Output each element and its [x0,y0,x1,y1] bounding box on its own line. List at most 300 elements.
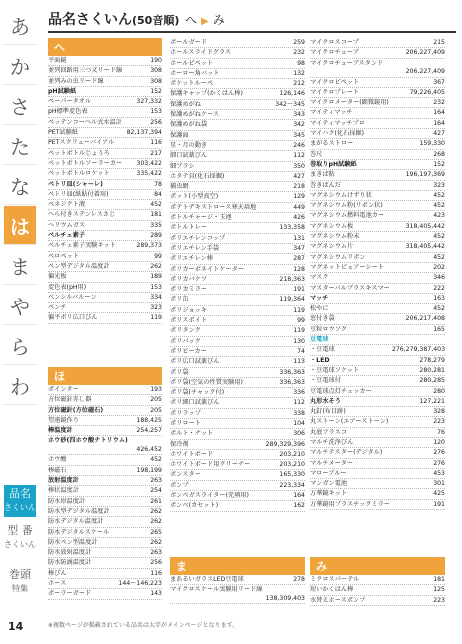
entry-label: マイクロチューブ [310,49,359,57]
entry-page: 347 [293,244,305,252]
entry-page: 144～146,223 [118,580,162,588]
entry-label: 水替えホースポンプ [310,596,366,604]
index-entry [310,59,445,78]
index-entry [48,180,162,190]
entry-label: マローブルー [310,469,347,477]
index-entry [310,417,445,427]
index-entry [48,416,162,426]
index-entry [170,172,305,182]
index-entry [310,397,445,407]
index-entry [48,128,162,138]
entry-label: 並列みの虫リード線 [48,77,104,85]
entry-label: マルチメーター [310,459,354,467]
page-title [48,9,179,29]
entry-page: 98 [297,59,305,67]
entry-page: 449 [293,203,305,211]
entry-label: ポリビーカー [170,347,207,355]
entry-label: ポリタンク [170,327,201,335]
entry-page: 112 [293,399,305,407]
entry-page: 452 [150,456,162,464]
index-entry [48,455,162,465]
index-entry [310,129,445,139]
index-entry [48,118,162,128]
entry-label: ペットボトルソーラーカー [48,159,123,167]
entry-label: 防水デジタルスケール [48,528,110,536]
index-entry [170,162,305,172]
entry-page: 289,373 [136,242,162,250]
kana-tab-9[interactable]: わ [4,366,36,405]
index-entry [48,436,162,455]
index-entry [170,234,305,244]
entry-label: 偏平ボリ広口びん [48,314,98,322]
entry-label: ポリ袋(チャック付) [170,389,225,397]
entry-label: 望遠鏡作り [48,416,79,424]
entry-page: 223 [433,596,445,604]
entry-label: 防水デジタル温度計 [48,518,104,526]
entry-page: 276,279,387,403 [391,346,445,354]
entry-label: 保護面 [170,131,189,139]
entry-label: ペン型デジタル温度計 [48,262,110,270]
index-entry [170,378,305,388]
entry-label: マイクロメーター(顕微鏡用) [310,99,389,107]
entry-label: ポリ缶 [170,296,189,304]
index-entry [48,97,162,107]
entry-label: 捕虫網 [170,183,189,191]
index-entry [310,253,445,263]
entry-label: ボンプ [170,481,189,489]
entry-page: 426,452 [136,446,162,454]
index-entry [310,325,445,335]
entry-page: 327,332 [136,98,162,106]
entry-label: マルチテスター(デジタル) [310,449,383,457]
entry-label: マイクロスコープ [310,39,359,46]
entry-label: マッチ [310,294,329,302]
index-entry [48,507,162,517]
entry-label: マグネシウムリボン [310,253,366,261]
entry-page: 303,422 [136,159,162,167]
entry-page: 287 [293,255,305,263]
entry-page: 164 [293,492,305,500]
index-entry [170,306,305,316]
entry-label: 短いかくはん棒 [310,586,354,594]
index-entry [170,440,305,450]
entry-page: 143 [150,590,162,598]
entry-page: 427 [433,130,445,138]
entry-page: 280,281 [419,366,445,374]
entry-page: 188,425 [136,416,162,424]
entry-label: ポリ袋 [170,368,189,376]
entry-page: 206,227,409 [405,68,445,76]
entry-page: 190 [150,57,162,64]
index-entry [48,159,162,169]
entry-label: マイティマッチ [310,109,353,117]
index-entry [310,191,445,201]
entry-page: 153 [150,108,162,116]
entry-label: ポリラップ [170,409,201,417]
entry-page: 301 [433,480,445,488]
entry-label: 保護めがねケース [170,111,220,119]
index-entry [48,589,162,599]
column-3-lower [310,557,445,606]
entry-label: ポリカミラー [170,286,208,294]
subheading-mame-denkyu: 豆電球 [310,335,445,345]
index-entry [170,100,305,110]
entry-label: ポット(小型真空) [170,193,219,201]
entry-page: 289 [150,232,162,240]
index-entry [48,190,162,200]
entry-label: 丸形水そう [310,397,341,405]
index-entry [310,489,445,499]
entry-page: 205 [150,406,162,414]
index-entry [170,192,305,202]
kana-tab-4[interactable]: な [4,166,36,205]
side-block-0[interactable] [4,485,36,517]
index-entry [310,387,445,397]
index-entry [170,337,305,347]
index-entry [310,596,445,606]
index-entry [170,388,305,398]
entry-page: 215 [433,39,445,46]
index-entry [170,326,305,336]
entry-label: 変色表(pH用) [48,283,87,291]
index-entry [170,368,305,378]
nav-to: み [212,13,225,27]
entry-page: 335 [150,221,162,229]
entry-label: 丸釘(布目跡) [310,408,346,416]
entry-label: ・豆電球 [310,346,335,354]
entry-page: 218,363 [279,275,305,283]
entry-page: 165 [433,325,445,333]
index-entry [48,149,162,159]
entry-page: 335,422 [136,170,162,178]
index-entry [48,528,162,538]
entry-page: 452 [150,201,162,209]
entry-page: 426 [293,214,305,222]
entry-page: 217 [150,149,162,157]
title-text: 品名さくいん [48,12,132,28]
entry-page: 218 [293,183,305,191]
entry-page: 119 [293,327,305,335]
entry-page: 202 [433,263,445,271]
index-entry [310,304,445,314]
entry-page: 278,279 [419,356,445,364]
entry-label: ペッテンコーヘル式水温計 [48,118,122,126]
entry-page: 336,363 [279,368,305,376]
entry-label: 棒磁石 [48,466,67,474]
entry-label: ペトリ皿(紙貼付着用) [48,190,109,198]
index-entry [310,448,445,458]
index-entry [310,273,445,283]
entry-page: 203,210 [279,461,305,469]
index-entry [170,419,305,429]
entry-label: 細ブラシ [170,162,195,170]
entry-label: ベンシルバルーン [48,293,97,301]
index-entry [48,221,162,231]
entry-label: マグネシウム板 [310,222,354,230]
index-entry [310,139,445,149]
index-entry [170,285,305,295]
entry-label: ボトルチャージ・玉連 [170,214,232,222]
side-block-subtitle: 特集 [12,584,28,593]
index-entry [310,284,445,294]
entry-label: ・豆電球ソケット [310,366,360,374]
entry-page: 289,329,396 [265,440,305,448]
index-entry [48,486,162,496]
entry-page: 223 [433,418,445,426]
entry-label: 星・月の動き [170,141,208,149]
entry-page: 84 [154,190,162,198]
entry-page: 452 [433,233,445,241]
index-entry [170,59,305,69]
index-entry [310,232,445,242]
index-entry [170,38,305,48]
kana-tab-8[interactable]: ら [4,326,36,365]
entry-label: 巻取りpH試験紙 [310,160,357,168]
index-entry [48,252,162,262]
entry-label: ホタテ貝(化石採掘) [170,172,225,180]
index-entry [170,316,305,326]
kana-tab-7[interactable]: や [4,286,36,325]
index-entry [170,254,305,264]
entry-label: 松やに [310,305,329,313]
index-entry [48,200,162,210]
entry-page: 318,405,442 [405,243,445,251]
index-entry [48,517,162,527]
index-entry [310,181,445,191]
entry-label: ペンチ [48,304,67,312]
index-entry [48,426,162,436]
entry-label: 窓付き袋 [310,315,335,323]
kana-tab-0[interactable]: あ [4,6,36,45]
entry-list [310,387,445,511]
entry-page: 163 [433,294,445,302]
entry-page: 127,221 [419,397,445,405]
side-block-2[interactable] [4,562,36,602]
entry-label: 巻尺 [310,150,323,158]
entry-label: 細口試薬びん [170,152,208,160]
index-entry [170,491,305,501]
index-entry [310,48,445,58]
side-block-1[interactable] [4,520,36,556]
index-entry [48,77,162,87]
entry-page: 82,137,394 [126,129,162,137]
entry-label: 防水放射温度計 [48,549,92,557]
kana-tab-5[interactable]: は [4,206,36,245]
index-entry [170,69,305,79]
index-entry [48,210,162,220]
index-entry [310,500,445,510]
entry-page: 345 [293,131,305,139]
entry-label: 巻きばんだ [310,181,341,189]
index-entry [48,406,162,416]
entry-label: 防水形温度計 [48,497,86,505]
entry-label: 方位磁針(方位磁石) [48,406,104,414]
entry-page: 425 [433,490,445,498]
index-entry [310,38,445,48]
entry-label: ペネジクト液 [48,201,86,209]
index-entry [48,385,162,395]
entry-page: 328 [433,408,445,416]
header-rule [48,31,456,33]
entry-label: ホワイトボード用クリーナー [170,461,251,469]
section-head-he: へ [48,38,162,56]
entry-label: ポリエチレンコップ [170,234,226,242]
entry-label: マンガン電池 [310,480,348,488]
index-entry [170,585,305,604]
entry-page: 76 [437,428,445,436]
index-entry [310,294,445,304]
index-entry [170,203,305,213]
entry-page: 265 [150,528,162,536]
entry-page: 191 [433,500,445,508]
entry-page: 232 [293,49,305,57]
entry-label: ポリ細口試薬びん [170,399,220,407]
entry-page: 222 [433,284,445,292]
index-entry [170,48,305,58]
index-entry [48,231,162,241]
index-entry [310,345,445,355]
entry-label: ボンスター [170,471,201,479]
entry-page: 452 [433,191,445,199]
entry-page: 205 [150,396,162,404]
entry-label: マグネシウムけずり状 [310,191,372,199]
entry-label: まあるいガラスLED豆電球 [170,576,244,583]
index-entry [170,429,305,439]
entry-page: 268 [433,150,445,158]
column-3 [310,38,445,510]
entry-page: 159,330 [419,140,445,148]
entry-page: 120 [433,438,445,446]
entry-label: ボトルトレー [170,224,208,232]
entry-label: ホウ砂(四ホウ酸ナトリウム) [48,437,128,445]
index-entry [170,275,305,285]
entry-page: 198,199 [136,466,162,474]
index-entry [170,575,305,585]
entry-label: マグネシウム片 [310,243,354,251]
entry-page: 367 [433,78,445,86]
index-entry [310,438,445,448]
side-block-title: 品名 [9,487,31,500]
kana-tab-2[interactable]: さ [4,86,36,125]
entry-label: マイクロプレート [310,88,360,96]
index-entry [48,558,162,568]
index-entry [170,120,305,130]
entry-page: 99 [297,317,305,325]
entry-label: ホワイトボード [170,450,214,458]
entry-label: ペトリ皿(シャーレ) [48,180,103,188]
entry-page: 262 [150,538,162,546]
entry-list [310,575,445,606]
page-number: 14 [8,620,24,633]
kana-tab-6[interactable]: ま [4,246,36,285]
entry-label: まきば粘 [310,171,335,179]
index-entry [170,470,305,480]
index-entry [170,223,305,233]
entry-page: 74 [297,347,305,355]
entry-label: マグネシウム燃料電池カー [310,212,385,220]
kana-sidebar [0,0,40,644]
index-entry [310,407,445,417]
entry-label: ポリ広口試薬びん [170,358,220,366]
entry-page: 262 [150,262,162,270]
column-2-lower [170,557,305,604]
entry-label: 防水防滴温度計 [48,559,92,567]
side-block-title: 型 番 [7,524,33,537]
entry-page: 189 [150,273,162,281]
index-entry [170,79,305,89]
entry-label: ミクロスパーテル [310,576,360,583]
entry-page: 128 [293,265,305,273]
index-entry [310,263,445,273]
entry-label: マイクロスケール実験用リード線 [170,586,263,594]
index-entry [48,569,162,579]
index-entry [48,497,162,507]
entry-page: 162 [293,502,305,510]
index-entry [48,466,162,476]
entry-label: 棒状温度計 [48,487,79,495]
index-entry [170,141,305,151]
index-entry [310,366,445,376]
entry-page: 263 [150,549,162,557]
entry-page: 452 [433,253,445,261]
index-entry [170,398,305,408]
entry-page: 212 [293,80,305,88]
index-entry [310,170,445,180]
entry-page: 346 [433,274,445,282]
entry-list [48,385,162,600]
entry-label: マイハク(化石採掘) [310,130,365,138]
entry-page: 79,226,405 [409,88,445,96]
column-2 [170,38,305,512]
entry-label: 放射温度計 [48,477,79,485]
entry-label: ホウ酸 [48,456,67,464]
entry-page: 306 [293,430,305,438]
entry-label: ポリジョッキ [170,306,208,314]
section-head-ma: ま [170,557,305,575]
index-entry [48,241,162,251]
entry-label: 豆粒ロウソク [310,325,348,333]
entry-label: 万華鏡キット [310,490,348,498]
index-entry [48,56,162,66]
entry-page: 104 [293,419,305,427]
entry-page: 99 [154,252,162,260]
index-entry [48,579,162,589]
entry-page: 323 [433,181,445,189]
entry-label: ホールピペット [170,59,214,67]
index-entry [310,376,445,386]
index-entry [48,538,162,548]
entry-page: 323 [150,304,162,312]
index-entry [48,395,162,405]
entry-page: 256 [150,118,162,126]
entry-page: 336 [293,389,305,397]
kana-tab-3[interactable]: た [4,126,36,165]
entry-page: 276 [433,459,445,467]
entry-page: 308 [150,77,162,85]
entry-label: ・豆電球付 [310,377,341,385]
entry-label: 保護めがね袋 [170,121,208,129]
entry-page: 152 [433,160,445,168]
footer-note: ※複数ページが掲載されている品名は太字がメインページとなります。 [48,622,239,629]
kana-tab-1[interactable]: か [4,46,36,85]
entry-page: 126,146 [279,90,305,98]
entry-label: まがるストロー [310,140,354,148]
entry-label: ホールスライドグラス [170,49,232,57]
entry-label: ポリ袋(空気の性質実験用) [170,378,243,386]
entry-label: マグネシウム粉末 [310,233,360,241]
entry-label: pH標準変色表 [48,108,88,116]
section-head-ho: ほ [48,367,162,385]
